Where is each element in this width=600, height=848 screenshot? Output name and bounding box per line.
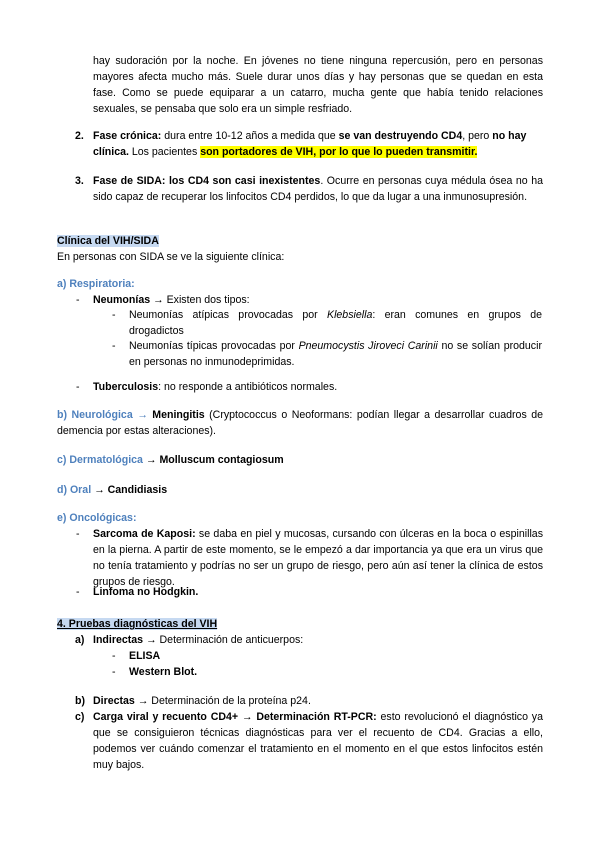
pruebas-b-number: b) [75, 695, 85, 707]
neumonias-tipicas [129, 338, 542, 370]
carga-viral-text: esto revolucionó el diagnóstico ya que se consiguieron técnicas diagnósticas para ver el recuento de CD4. Gracias a ello, podemos ver cuándo comenzar el tratamiento en el momento en el que estos linfocitos estén muy bajos. [93, 711, 543, 771]
western-blot-item: Western Blot. [129, 666, 198, 678]
bullet-dash: - [112, 650, 116, 662]
clinica-heading-text: Clínica del VIH/SIDA [57, 235, 159, 247]
neumonias-text: → Existen dos tipos: [150, 294, 250, 306]
kaposi-title: Sarcoma de Kaposi: [93, 528, 196, 540]
neumonias-atipicas [129, 307, 542, 339]
linfoma-item: Linfoma no Hodgkin. [93, 586, 199, 598]
tuberculosis-title: Tuberculosis [93, 381, 159, 393]
indirectas-item [93, 632, 303, 648]
indirectas-title: Indirectas [93, 634, 144, 646]
directas-title: Directas [93, 695, 135, 707]
candidiasis-title: Candidiasis [107, 484, 168, 496]
arrow: → [142, 454, 160, 466]
carga-viral-item [93, 709, 543, 773]
dermatologica-label: c) Dermatológica [57, 454, 143, 466]
pruebas-heading [57, 616, 217, 632]
phase3-text: . Ocurre en personas cuya médula ósea no ha sido capaz de recuperar los linfocitos CD4 perdidos, lo que da lugar a una inmunosupresión. [93, 175, 543, 203]
phase2-text-2: , pero [462, 130, 493, 142]
neurologica-paragraph [57, 407, 543, 439]
neurologica-label: b) Neurológica → [57, 409, 148, 421]
carga-viral-title: Carga viral y recuento CD4+ → Determinación RT-PCR: [93, 711, 377, 723]
tipicas-italic: Pneumocystis Jiroveci Carinii [298, 340, 438, 352]
oral-label: d) Oral [57, 484, 92, 496]
bullet-dash: - [112, 309, 116, 321]
bullet-dash: - [76, 586, 80, 598]
phase3-title: Fase de SIDA: los CD4 son casi inexistentes [93, 175, 321, 187]
atipicas-text-2: : eran comunes en grupos de drogadictos [129, 309, 542, 337]
bullet-dash: - [112, 666, 116, 678]
arrow: → [91, 484, 108, 496]
elisa-item: ELISA [129, 650, 161, 662]
directas-item [93, 693, 311, 709]
neurologica-text: (Cryptococcus o Neoformans: podían llegar a desarrollar cuadros de demencia por estas alteraciones). [57, 409, 544, 437]
tuberculosis-text: : no responde a antibióticos normales. [158, 381, 338, 393]
clinica-heading [57, 233, 159, 249]
respiratoria-label: a) Respiratoria: [57, 278, 135, 290]
pruebas-c-number: c) [75, 711, 85, 723]
phase1-paragraph: hay sudoración por la noche. En jóvenes no tiene ninguna repercusión, pero en personas mayores afecta mucho más. Suele durar unos días y hay personas que se quedan en esta fase. Como se puede equiparar a un catarro, mucha gente que había tenido relaciones sexuales, se pensaba que solo era un simple resfriado. [93, 55, 543, 115]
phase2-bold-1: se van destruyendo CD4 [338, 130, 463, 142]
phase2-number: 2. [75, 130, 84, 142]
phase2-paragraph [93, 128, 545, 160]
kaposi-text: se daba en piel y mucosas, cursando con úlceras en la boca o espinillas en la pierna. A partir de este momento, se le empezó a dar importancia ya que era un virus que no tenía tratamiento y podrías no ser un grupo de riesgo, pero aún así tener la clínica de estos grupos de riesgo. [93, 528, 543, 588]
neumonias-title: Neumonías [93, 294, 151, 306]
atipicas-text-1: Neumonías atípicas provocadas por [129, 309, 327, 321]
phase2-text-3: Los pacientes [128, 146, 201, 158]
pruebas-heading-text: 4. Pruebas diagnósticas del VIH [57, 618, 218, 630]
phase2-title: Fase crónica: [93, 130, 162, 142]
phase2-highlight: son portadores de VIH, por lo que lo pueden transmitir. [200, 146, 478, 158]
bullet-dash: - [112, 340, 116, 352]
phase2-bold-2: no hay clínica. [93, 130, 527, 158]
tipicas-text-2: no se solían producir en personas no inmunodeprimidas. [129, 340, 542, 368]
phase3-paragraph [93, 173, 543, 205]
dermatologica-item [57, 452, 284, 468]
tuberculosis-item [93, 379, 337, 395]
bullet-dash: - [76, 381, 80, 393]
meningitis-title: Meningitis [147, 409, 205, 421]
bullet-dash: - [76, 528, 80, 540]
clinica-intro: En personas con SIDA se ve la siguiente clínica: [57, 251, 285, 263]
oncologicas-label: e) Oncológicas: [57, 512, 137, 524]
kaposi-item [93, 526, 543, 590]
neumonias-item [93, 292, 250, 308]
oral-item [57, 482, 167, 498]
tipicas-text-1: Neumonías típicas provocadas por [129, 340, 299, 352]
atipicas-italic: Klebsiella [327, 309, 373, 321]
pruebas-a-number: a) [75, 634, 85, 646]
molluscum-title: Molluscum contagiosum [159, 454, 284, 466]
directas-text: → Determinación de la proteína p24. [134, 695, 311, 707]
bullet-dash: - [76, 294, 80, 306]
indirectas-text: → Determinación de anticuerpos: [143, 634, 304, 646]
phase2-text-1: dura entre 10-12 años a medida que [161, 130, 339, 142]
phase3-number: 3. [75, 175, 84, 187]
